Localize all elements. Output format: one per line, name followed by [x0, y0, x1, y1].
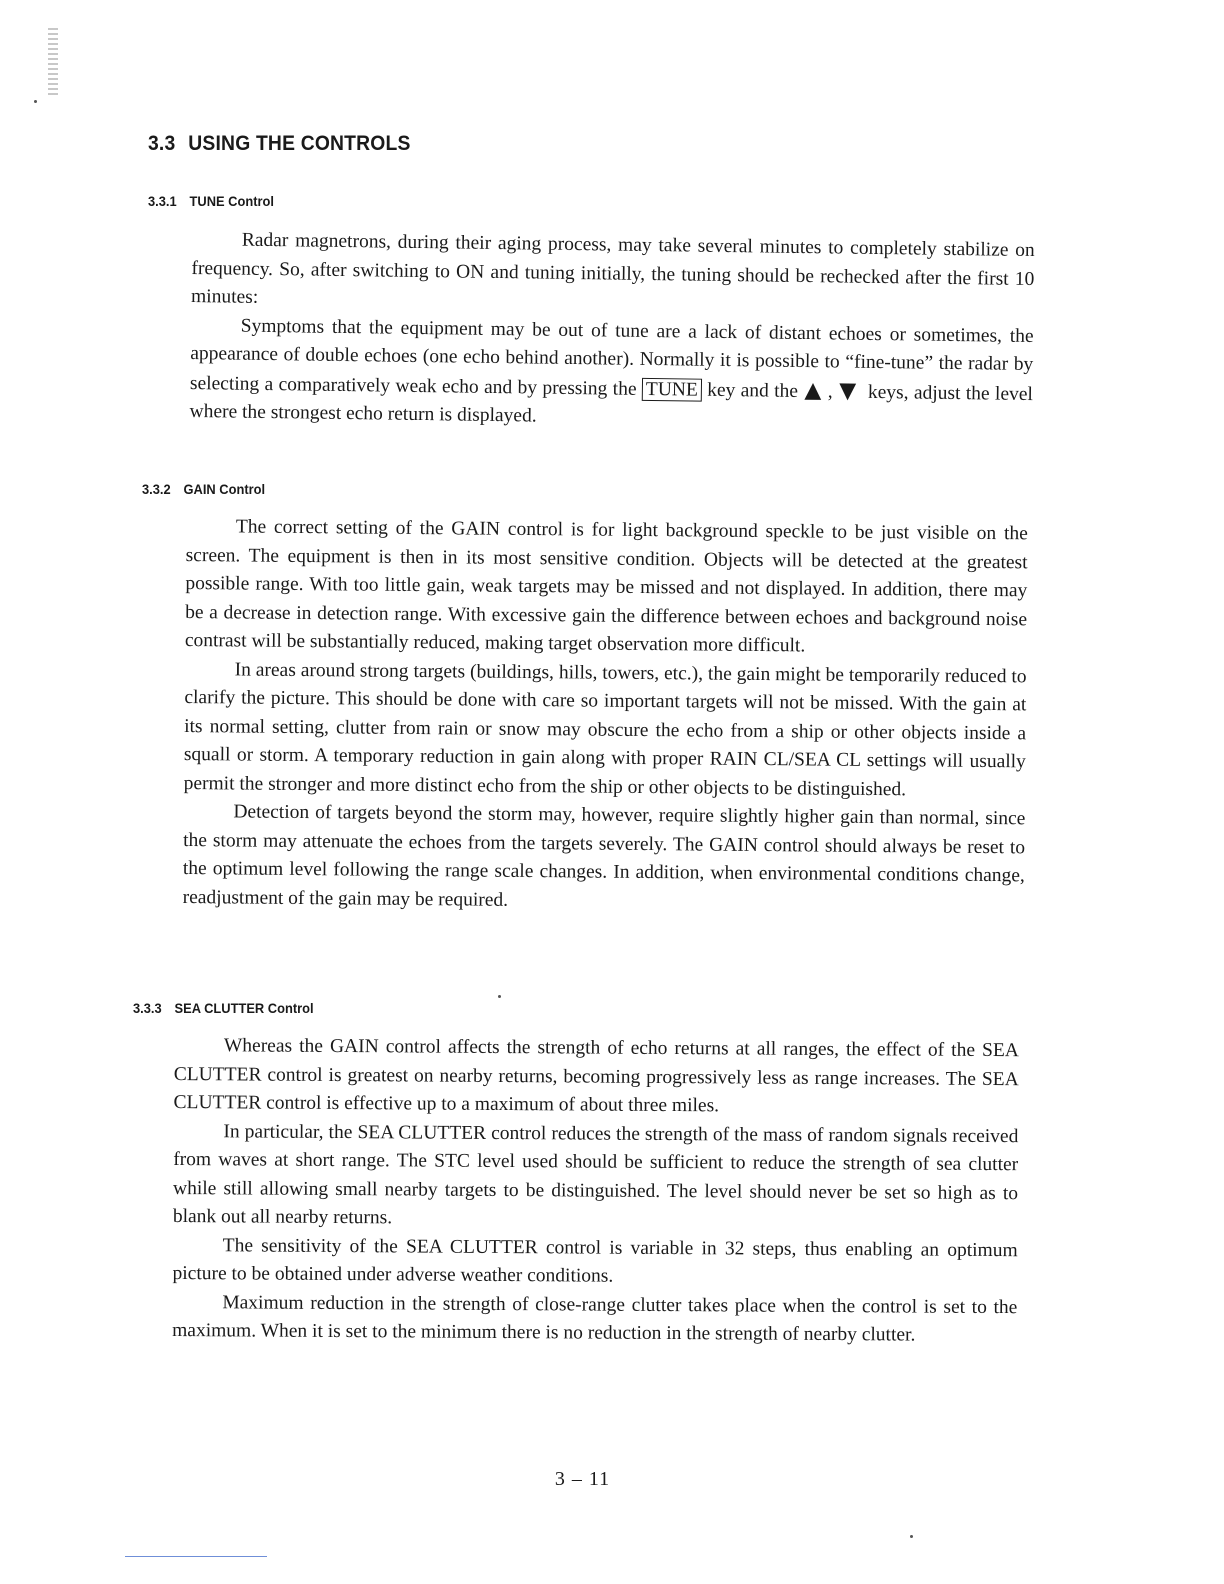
scan-artifact: [48, 28, 58, 98]
subsection-number: 3.3.2: [142, 481, 171, 497]
page-number: 3 – 11: [554, 1468, 611, 1490]
subsection-heading-gain: [142, 481, 265, 497]
gain-section-body: [183, 513, 1028, 919]
up-arrow-icon: ▲: [803, 377, 823, 403]
paragraph: In areas around strong targets (buildings, hills, towers, etc.), the gain might be temporarily reduced to clarify the picture. This should be done with care so important targets will not be missed. With the gain at its normal setting, clutter from rain or snow may obscure the echo from a ship or other objects inside a squall or storm. A temporary reduction in gain along with proper RAIN CL/SEA CL settings will usually permit the stronger and more distinct echo from the ship or other objects to be distinguished.: [183, 658, 1027, 800]
subsection-heading-sea-clutter: [133, 1000, 314, 1016]
paragraph: Radar magnetrons, during their aging process, may take several minutes to completely stabilize on frequency. So, after switching to ON and tuning initially, the tuning should be rechecked after the first 10 minutes:: [190, 229, 1035, 308]
paragraph: Detection of targets beyond the storm may, however, require slightly higher gain than normal, since the storm may attenuate the echoes from the targets severely. The GAIN control should always be reset to the optimum level following the range scale changes. In addition, when environmental conditions change, readjustment of the gain may be required.: [182, 801, 1026, 911]
section-heading: [148, 132, 411, 156]
paragraph-tune-keys: [189, 311, 1033, 437]
subsection-title: GAIN Control: [183, 481, 266, 497]
section-title: USING THE CONTROLS: [188, 132, 411, 155]
tune-section-body: [189, 226, 1035, 438]
scan-speck: [910, 1535, 913, 1538]
subsection-number: 3.3.1: [148, 193, 177, 209]
subsection-heading-tune: [148, 193, 274, 209]
scan-speck: [34, 100, 37, 103]
down-arrow-icon: ▼: [838, 377, 857, 404]
subsection-title: SEA CLUTTER Control: [174, 1000, 314, 1016]
paragraph-text: Symptoms that the equipment may be out of tune are a lack of distant echoes or sometimes, the appearance of double echoes (one echo behind another). Normally it is possible to “fine-tune” the radar by selecting a comparatively weak echo and by pressing the: [189, 315, 1034, 400]
paragraph-text: key and the: [707, 379, 799, 402]
paragraph: Maximum reduction in the strength of close-range clutter takes place when the control is set to the maximum. When it is set to the minimum there is no reduction in the strength of nearby clutter.: [172, 1291, 1018, 1346]
paragraph: In particular, the SEA CLUTTER control reduces the strength of the mass of random signals received from waves at short range. The STC level used should be sufficient to reduce the strength of sea clutter while still allowing small nearby targets to be distinguished. The level should never be set so high as to blank out all nearby returns.: [172, 1120, 1019, 1229]
paragraph: The correct setting of the GAIN control is for light background speckle to be just visible on the screen. The equipment is then in its most sensitive condition. Objects will be detected at the greatest possible range. With too little gain, weak targets may be missed and not displayed. In addition, there may be a decrease in detection range. With excessive gain the difference between echoes and background noise contrast will be substantially reduced, making target observation more difficult.: [184, 516, 1028, 657]
scan-speck: [498, 995, 501, 998]
tune-key-label: TUNE: [642, 377, 702, 401]
sea-clutter-section-body: [172, 1032, 1019, 1351]
paragraph: The sensitivity of the SEA CLUTTER control is variable in 32 steps, thus enabling an optimum picture to be obtained under adverse weather conditions.: [172, 1234, 1018, 1287]
paragraph-text: keys, adjust the level where the strongest echo return is displayed.: [189, 381, 1034, 427]
paragraph: Whereas the GAIN control affects the strength of echo returns at all ranges, the effect of the SEA CLUTTER control is greatest on nearby returns, becoming progressively less as range increases. The SEA CLUTTER control is effective up to a maximum of about three miles.: [173, 1035, 1019, 1117]
arrow-separator: ,: [827, 380, 833, 402]
footer-rule: [125, 1556, 267, 1557]
section-number: 3.3: [148, 132, 176, 155]
subsection-title: TUNE Control: [189, 193, 274, 209]
subsection-number: 3.3.3: [133, 1000, 162, 1016]
